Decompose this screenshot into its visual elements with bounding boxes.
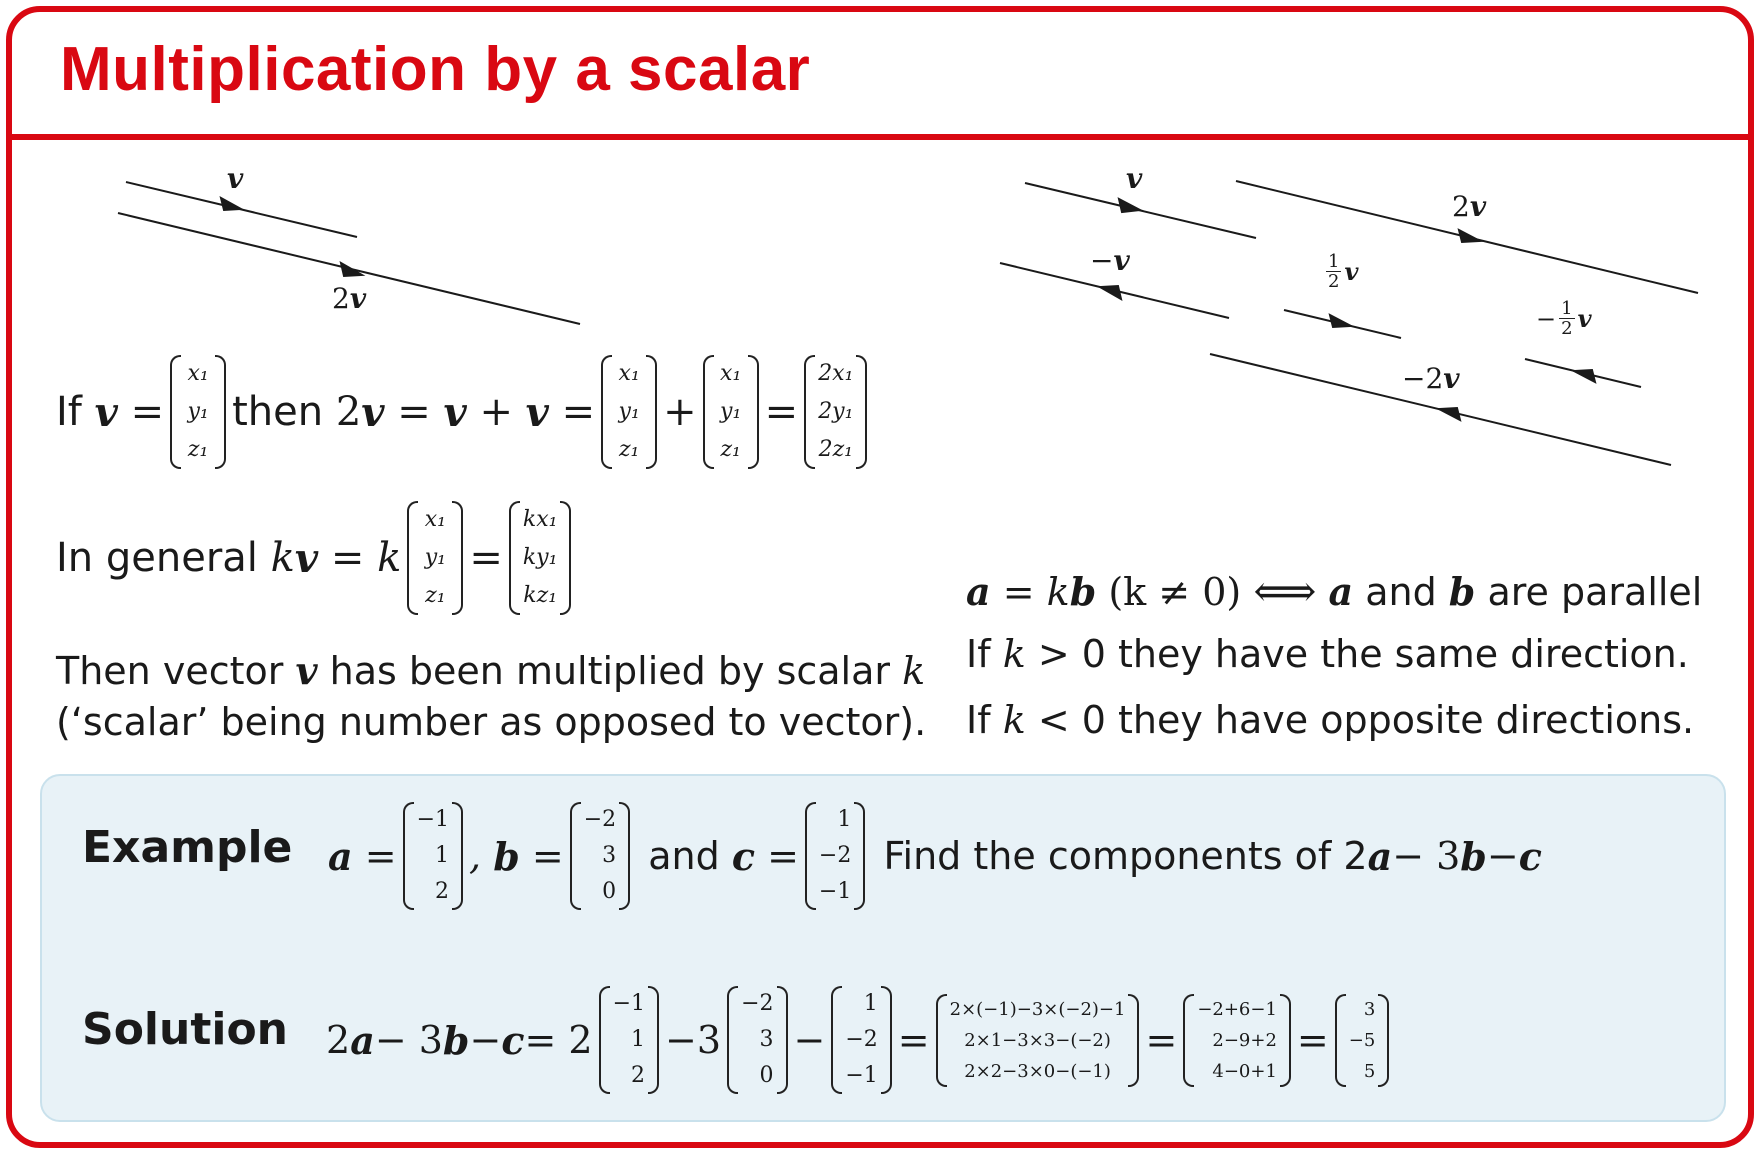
label-v-left: v	[227, 162, 244, 195]
arrow-v-left	[221, 198, 241, 210]
arrow-2v-left	[341, 263, 362, 276]
solution-matrix-b: −2 3 0	[727, 986, 787, 1094]
label-2v-left: 2 v	[332, 282, 367, 315]
equation-2v: If v = x₁ y₁ z₁ then 2 v = v + v = x₁ y₁ z₁ + x₁ y₁ z₁ = 2x₁ 2y₁ 2z₁	[56, 352, 873, 472]
solution-matrix-a: −1 1 2	[599, 986, 659, 1094]
label-2v-right: 2 v	[1452, 190, 1487, 223]
label-half-v: $\frac{1}{2}$ v	[1328, 251, 1359, 292]
matrix-xyz: x₁ y₁ z₁	[407, 501, 463, 615]
label-neg-v: − v	[1090, 244, 1130, 277]
matrix-v-a: x₁ y₁ z₁	[601, 355, 657, 469]
solution-matrix-result: 3 −5 5	[1335, 994, 1390, 1087]
matrix-v: x₁ y₁ z₁	[170, 355, 226, 469]
label-v-right: v	[1126, 162, 1143, 195]
solution-matrix-simplify: −2+6−1 2−9+2 4−0+1	[1183, 994, 1291, 1087]
opposite-direction-statement: If k < 0 they have opposite directions.	[966, 698, 1695, 742]
example-given: a = −1 1 2 , b = −2 3 0 and c = 1 −2 −1 Find the components of 2 a − 3 b − c	[328, 796, 1542, 916]
solution-label: Solution	[82, 1004, 288, 1055]
matrix-b: −2 3 0	[570, 802, 630, 910]
solution-matrix-c: 1 −2 −1	[831, 986, 891, 1094]
arrow-half-v	[1330, 315, 1351, 327]
arrow-neg-half-v	[1574, 370, 1595, 382]
matrix-2v: 2x₁ 2y₁ 2z₁	[804, 355, 867, 469]
label-neg-2v: −2 v	[1402, 362, 1460, 395]
parallel-statement: a = k b (k ≠ 0) ⟺ a and b are parallel	[966, 566, 1703, 617]
arrow-v-right	[1119, 199, 1140, 212]
matrix-a: −1 1 2	[403, 802, 463, 910]
arrow-2v-right	[1459, 230, 1480, 242]
scalar-explanation-line2: (‘scalar’ being number as opposed to vector).	[56, 700, 927, 744]
page-title: Multiplication by a scalar	[60, 35, 811, 104]
example-label: Example	[82, 822, 293, 873]
equation-kv: In general k v = k x₁ y₁ z₁ = kx₁ ky₁ kz₁	[56, 498, 577, 618]
solution-working: 2 a − 3 b − c = 2 −1 1 2 −3 −2 3 0 − 1 −2 −1 = 2×(−1)−3×(−2)−1 2×1−3×3−(−2) 2×2−3×0−(−1) = −2+6−1 2−9+2 4−0+1 = 3 −5 5	[326, 980, 1395, 1100]
matrix-kxyz: kx₁ ky₁ kz₁	[509, 501, 572, 615]
scalar-explanation-line1: Then vector v has been multiplied by scalar k	[56, 648, 926, 693]
arrow-neg-v	[1100, 286, 1121, 299]
same-direction-statement: If k > 0 they have the same direction.	[966, 632, 1689, 676]
solution-matrix-expand: 2×(−1)−3×(−2)−1 2×1−3×3−(−2) 2×2−3×0−(−1)	[936, 994, 1140, 1087]
label-neg-half-v: − $\frac{1}{2}$ v	[1536, 298, 1592, 339]
matrix-c: 1 −2 −1	[805, 802, 865, 910]
matrix-v-b: x₁ y₁ z₁	[703, 355, 759, 469]
arrow-neg-2v	[1439, 408, 1460, 420]
